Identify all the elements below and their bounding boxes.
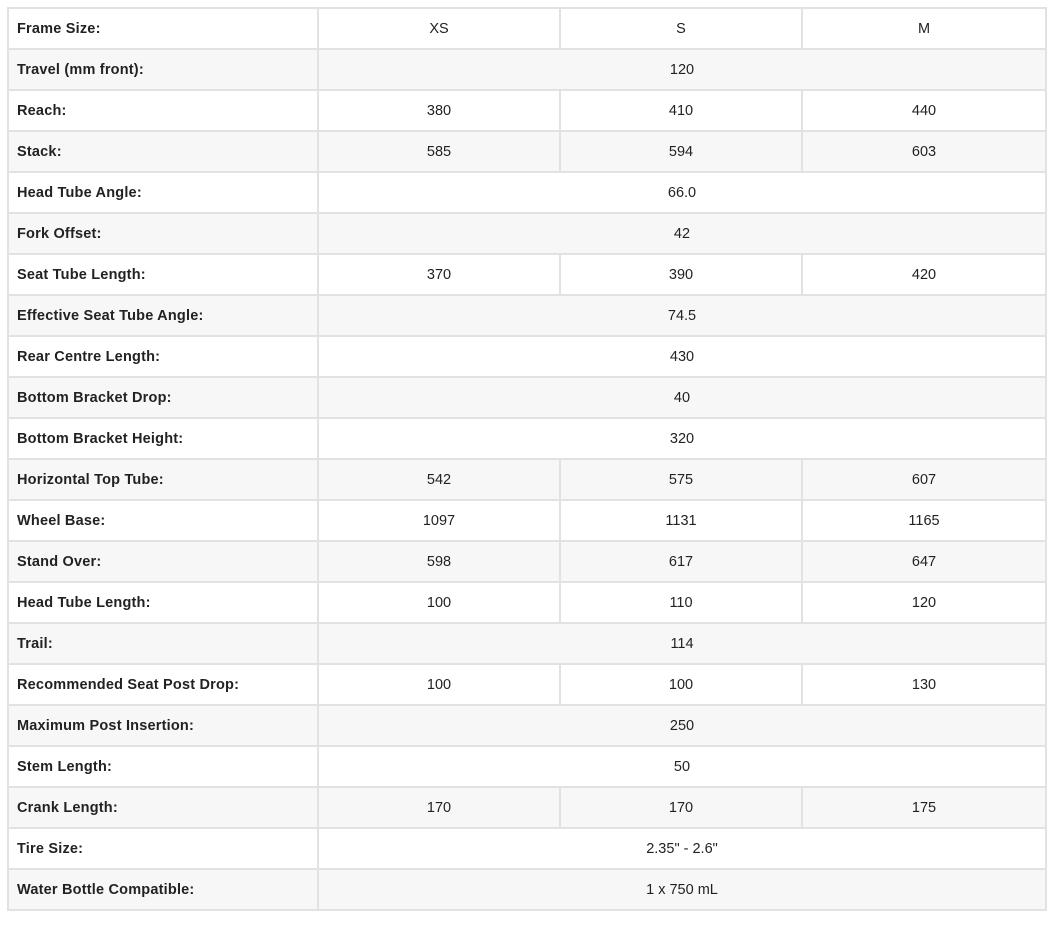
row-value-s: 110 bbox=[560, 582, 802, 623]
row-value-all-sizes: 1 x 750 mL bbox=[318, 869, 1046, 910]
table-row bbox=[8, 582, 1046, 623]
row-value-s: 594 bbox=[560, 131, 802, 172]
row-label: Rear Centre Length: bbox=[8, 336, 318, 377]
table-row-header bbox=[8, 8, 1046, 49]
row-value-xs: 100 bbox=[318, 664, 560, 705]
row-label: Head Tube Length: bbox=[8, 582, 318, 623]
table-row bbox=[8, 459, 1046, 500]
row-label: Recommended Seat Post Drop: bbox=[8, 664, 318, 705]
row-value-xs: 170 bbox=[318, 787, 560, 828]
table-row bbox=[8, 295, 1046, 336]
row-value-all-sizes: 120 bbox=[318, 49, 1046, 90]
row-value-m: 603 bbox=[802, 131, 1046, 172]
table-row bbox=[8, 131, 1046, 172]
row-label: Head Tube Angle: bbox=[8, 172, 318, 213]
table-row bbox=[8, 623, 1046, 664]
row-label: Water Bottle Compatible: bbox=[8, 869, 318, 910]
row-label: Stem Length: bbox=[8, 746, 318, 787]
row-value-all-sizes: 250 bbox=[318, 705, 1046, 746]
row-value-all-sizes: 66.0 bbox=[318, 172, 1046, 213]
size-header-xs: XS bbox=[318, 8, 560, 49]
geometry-table-container bbox=[7, 7, 1045, 911]
row-value-m: 647 bbox=[802, 541, 1046, 582]
table-row bbox=[8, 90, 1046, 131]
row-value-xs: 370 bbox=[318, 254, 560, 295]
row-label: Trail: bbox=[8, 623, 318, 664]
row-value-all-sizes: 40 bbox=[318, 377, 1046, 418]
row-label: Maximum Post Insertion: bbox=[8, 705, 318, 746]
row-value-all-sizes: 42 bbox=[318, 213, 1046, 254]
row-label: Stand Over: bbox=[8, 541, 318, 582]
row-label: Horizontal Top Tube: bbox=[8, 459, 318, 500]
row-label: Reach: bbox=[8, 90, 318, 131]
table-row bbox=[8, 705, 1046, 746]
row-value-xs: 542 bbox=[318, 459, 560, 500]
row-label: Fork Offset: bbox=[8, 213, 318, 254]
size-header-s: S bbox=[560, 8, 802, 49]
row-label: Seat Tube Length: bbox=[8, 254, 318, 295]
row-value-m: 420 bbox=[802, 254, 1046, 295]
row-value-s: 575 bbox=[560, 459, 802, 500]
row-value-m: 130 bbox=[802, 664, 1046, 705]
row-value-all-sizes: 50 bbox=[318, 746, 1046, 787]
row-label: Bottom Bracket Drop: bbox=[8, 377, 318, 418]
row-value-xs: 585 bbox=[318, 131, 560, 172]
row-value-xs: 598 bbox=[318, 541, 560, 582]
row-label: Bottom Bracket Height: bbox=[8, 418, 318, 459]
row-value-s: 170 bbox=[560, 787, 802, 828]
row-label: Wheel Base: bbox=[8, 500, 318, 541]
table-row bbox=[8, 541, 1046, 582]
size-header-m: M bbox=[802, 8, 1046, 49]
row-value-s: 617 bbox=[560, 541, 802, 582]
table-row bbox=[8, 254, 1046, 295]
row-value-all-sizes: 320 bbox=[318, 418, 1046, 459]
row-value-xs: 1097 bbox=[318, 500, 560, 541]
row-value-all-sizes: 74.5 bbox=[318, 295, 1046, 336]
row-value-xs: 100 bbox=[318, 582, 560, 623]
row-value-s: 410 bbox=[560, 90, 802, 131]
row-label: Effective Seat Tube Angle: bbox=[8, 295, 318, 336]
table-row bbox=[8, 336, 1046, 377]
row-value-s: 390 bbox=[560, 254, 802, 295]
row-label: Stack: bbox=[8, 131, 318, 172]
row-value-m: 120 bbox=[802, 582, 1046, 623]
row-value-s: 100 bbox=[560, 664, 802, 705]
row-value-m: 607 bbox=[802, 459, 1046, 500]
row-value-s: 1131 bbox=[560, 500, 802, 541]
row-value-xs: 380 bbox=[318, 90, 560, 131]
table-row bbox=[8, 377, 1046, 418]
table-row bbox=[8, 869, 1046, 910]
row-value-all-sizes: 114 bbox=[318, 623, 1046, 664]
table-row bbox=[8, 172, 1046, 213]
geometry-table-body bbox=[8, 8, 1046, 910]
row-value-all-sizes: 430 bbox=[318, 336, 1046, 377]
table-row bbox=[8, 500, 1046, 541]
table-row bbox=[8, 418, 1046, 459]
table-row bbox=[8, 664, 1046, 705]
row-label: Tire Size: bbox=[8, 828, 318, 869]
table-row bbox=[8, 49, 1046, 90]
table-row bbox=[8, 746, 1046, 787]
row-value-all-sizes: 2.35" - 2.6" bbox=[318, 828, 1046, 869]
row-label: Frame Size: bbox=[8, 8, 318, 49]
row-value-m: 440 bbox=[802, 90, 1046, 131]
row-label: Crank Length: bbox=[8, 787, 318, 828]
geometry-table bbox=[7, 7, 1047, 911]
table-row bbox=[8, 213, 1046, 254]
row-label: Travel (mm front): bbox=[8, 49, 318, 90]
table-row bbox=[8, 828, 1046, 869]
table-row bbox=[8, 787, 1046, 828]
row-value-m: 175 bbox=[802, 787, 1046, 828]
row-value-m: 1165 bbox=[802, 500, 1046, 541]
